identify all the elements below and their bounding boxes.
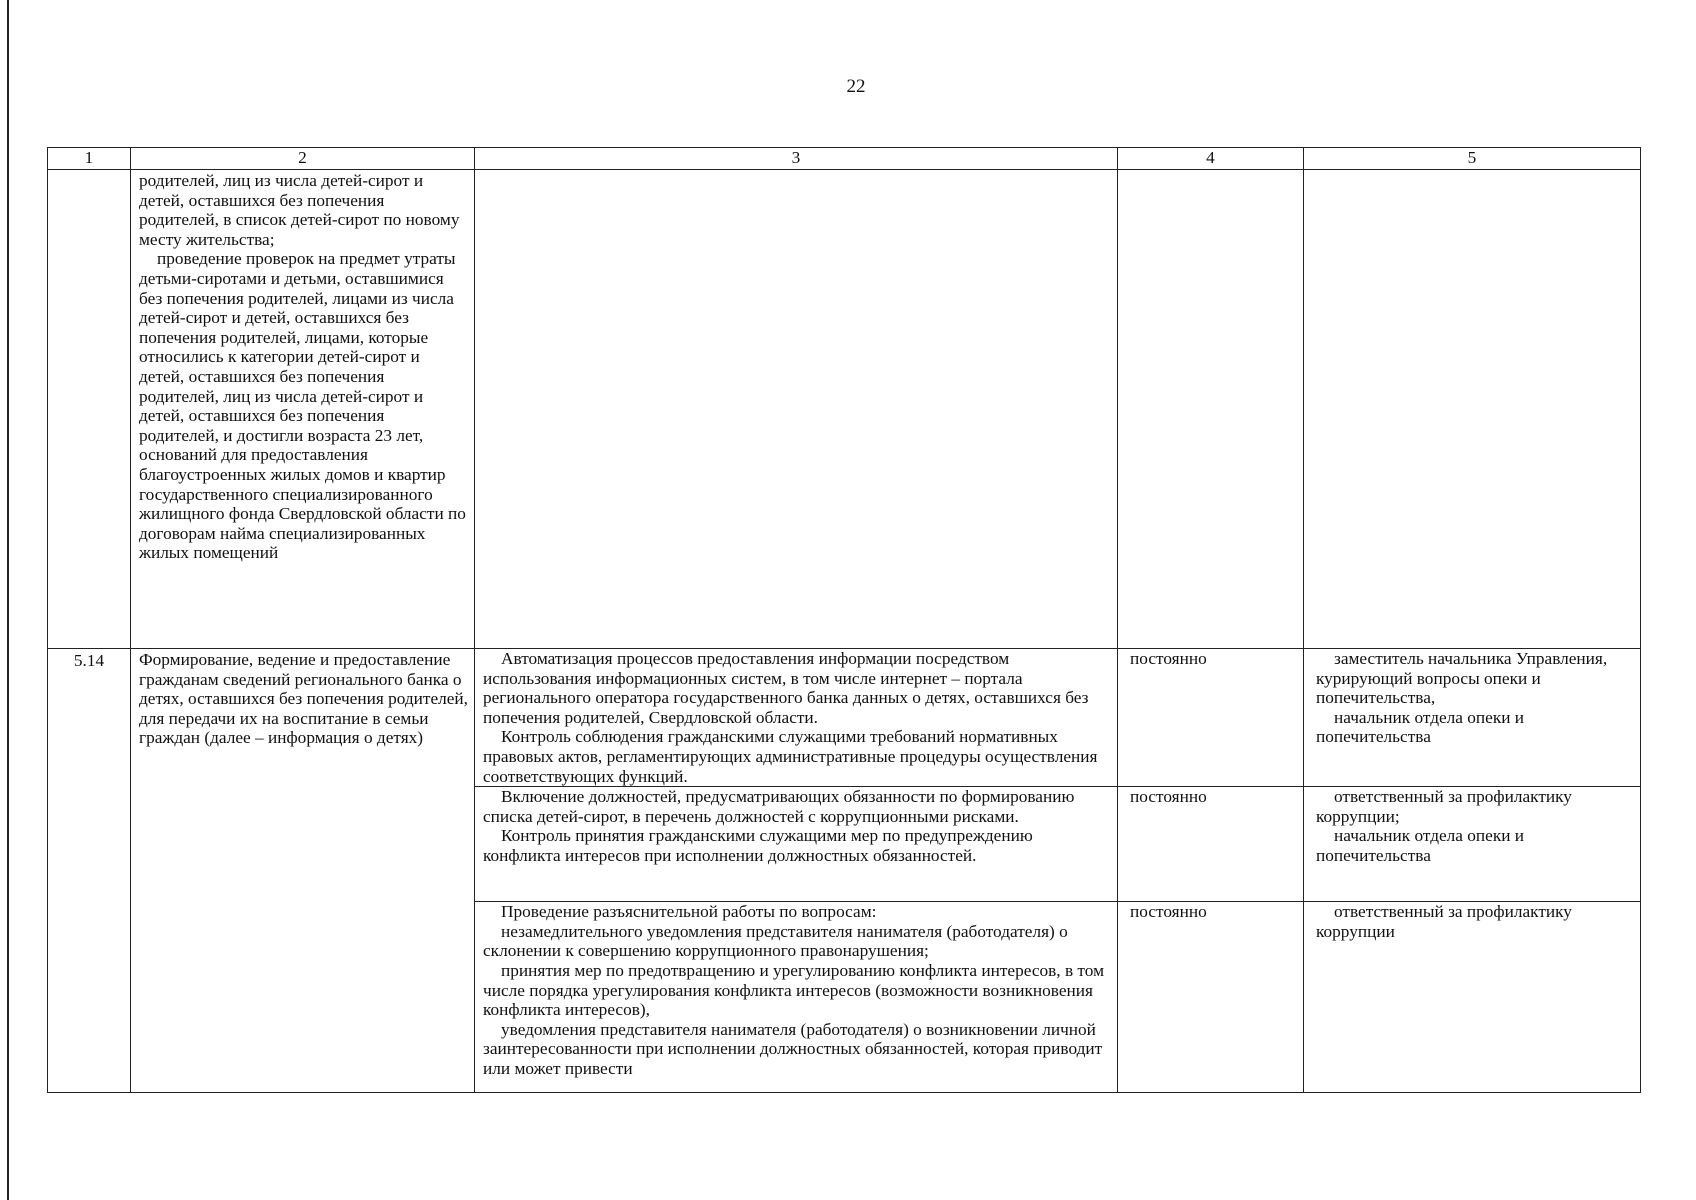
cell-number-empty xyxy=(48,170,131,649)
cell-empty xyxy=(475,170,1118,649)
table-header-row xyxy=(48,148,1641,170)
header-col-5: 5 xyxy=(1304,148,1641,170)
item-title xyxy=(131,649,475,1093)
measure-paragraph: принятия мер по предотвращению и урегулированию конфликта интересов, в том числе порядка урегулирования конфликта интересов (возможности возникновения конфликта интересов), xyxy=(483,960,1105,1020)
measure-text xyxy=(475,649,1118,787)
header-col-2: 2 xyxy=(131,148,475,170)
table-row-continuation xyxy=(48,170,1641,649)
header-col-4: 4 xyxy=(1118,148,1304,170)
measure-term: постоянно xyxy=(1118,787,1304,902)
responsible-line: ответственный за профилактику коррупции; xyxy=(1316,787,1572,826)
page-number: 22 xyxy=(846,76,866,97)
table-row-item-5-14-measure-1 xyxy=(48,649,1641,787)
cell-empty xyxy=(1118,170,1304,649)
responsible-line: ответственный за профилактику коррупции xyxy=(1316,902,1572,941)
item-number: 5.14 xyxy=(48,649,131,1093)
measure-paragraph: уведомления представителя нанимателя (работодателя) о возникновении личной заинтересованности при исполнении должностных обязанностей, которая приводит или может привести xyxy=(483,1019,1103,1078)
measure-text xyxy=(475,787,1118,902)
measure-text xyxy=(475,902,1118,1093)
responsible-line: заместитель начальника Управления, курирующий вопросы опеки и попечительства, xyxy=(1316,649,1608,708)
measure-paragraph: Включение должностей, предусматривающих обязанности по формированию списка детей-сирот, в перечень должностей с коррупционными рисками. xyxy=(483,787,1075,826)
measure-responsible xyxy=(1304,787,1641,902)
measure-term: постоянно xyxy=(1118,649,1304,787)
continuation-paragraph: родителей, лиц из числа детей-сирот и детей, оставшихся без попечения родителей, в список детей-сирот по новому месту жительства; xyxy=(139,171,460,249)
measure-paragraph: Проведение разъяснительной работы по вопросам: xyxy=(501,902,877,922)
scan-edge-line xyxy=(7,0,9,1200)
measure-responsible xyxy=(1304,902,1641,1093)
header-col-1: 1 xyxy=(48,148,131,170)
measure-paragraph: Контроль соблюдения гражданскими служащими требований нормативных правовых актов, регламентирующих административные процедуры осуществления соответствующих функций. xyxy=(483,727,1098,786)
measure-paragraph: незамедлительного уведомления представителя нанимателя (работодателя) о склонении к совершению коррупционного правонарушения; xyxy=(483,921,1068,961)
header-col-3: 3 xyxy=(475,148,1118,170)
measure-paragraph: Контроль принятия гражданскими служащими мер по предупреждению конфликта интересов при исполнении должностных обязанностей. xyxy=(483,826,1033,865)
responsible-line: начальник отдела опеки и попечительства xyxy=(1316,826,1525,865)
item-title-text: Формирование, ведение и предоставление гражданам сведений регионального банка о детях, оставшихся без попечения родителей, для передачи их на воспитание в семьи граждан (далее – информация о детях) xyxy=(139,650,468,748)
cell-empty xyxy=(1304,170,1641,649)
responsible-line: начальник отдела опеки и попечительства xyxy=(1316,707,1525,747)
measures-table xyxy=(47,147,1641,1093)
measure-term: постоянно xyxy=(1118,902,1304,1093)
continuation-paragraph: проведение проверок на предмет утраты детьми-сиротами и детьми, оставшимися без попечения родителей, лицами из числа детей-сирот и детей, оставшихся без попечения родителей, лицами, которые относились к категории детей-сирот и детей, оставшихся без попечения родителей, лиц из числа детей-сирот и детей, оставшихся без попечения родителей, и достигли возраста 23 лет, оснований для предоставления благоустроенных жилых домов и квартир государственного специализированного жилищного фонда Свердловской области по договорам найма специализированных жилых помещений xyxy=(139,249,466,563)
measure-paragraph: Автоматизация процессов предоставления информации посредством использования информационных систем, в том числе интернет – портала регионального оператора государственного банка данных о детях, оставшихся без попечения родителей, Свердловской области. xyxy=(483,649,1089,727)
measure-responsible xyxy=(1304,649,1641,787)
cell-continuation-text xyxy=(131,170,475,649)
